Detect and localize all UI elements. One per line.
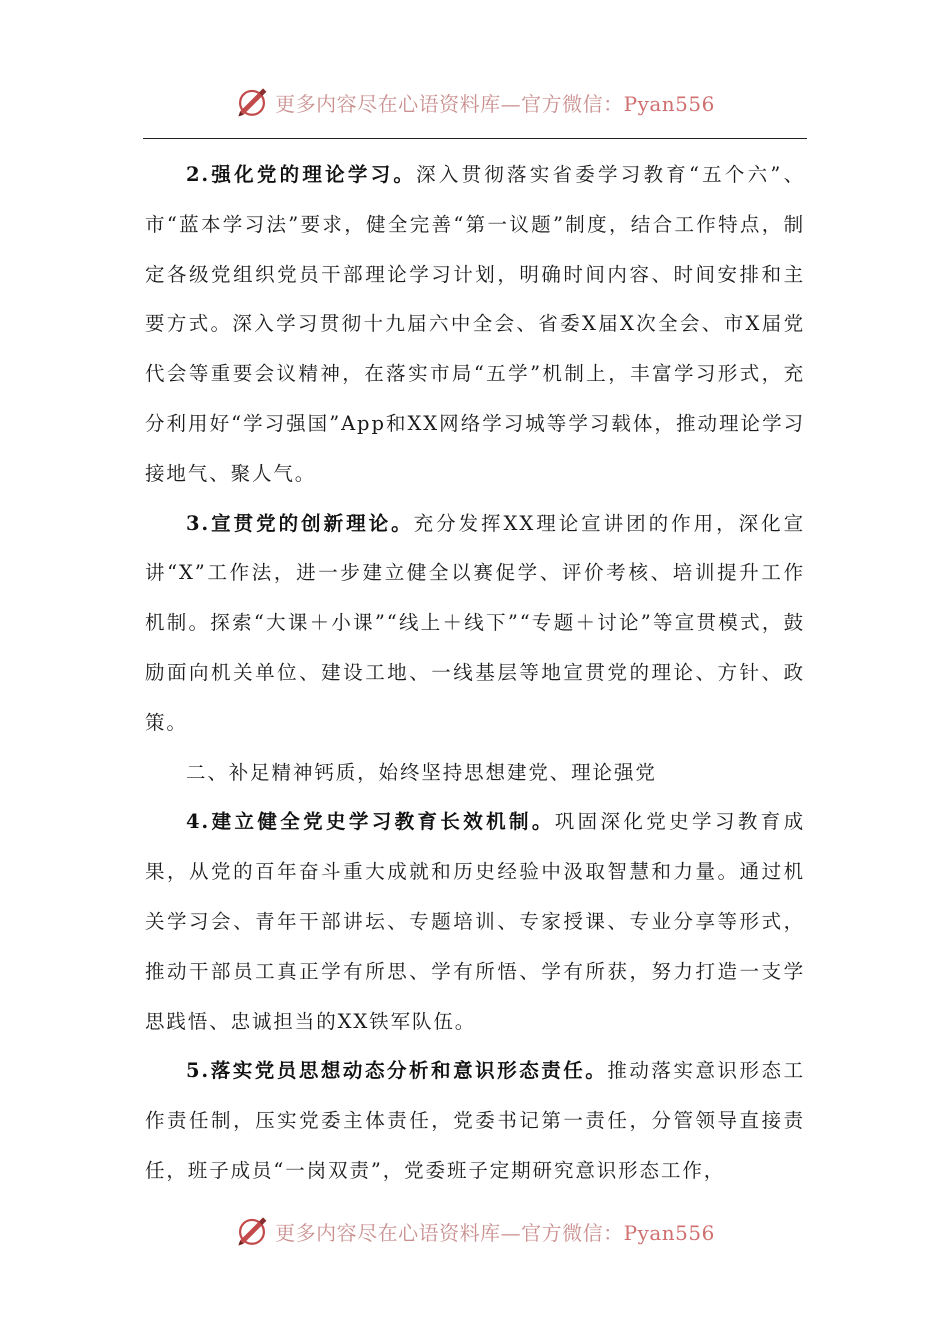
paragraph-3-heading: 3.宣贯党的创新理论。 (185, 511, 414, 535)
footer-banner-inner (235, 1214, 715, 1248)
paragraph-5 (145, 1046, 805, 1195)
banner-text-id: Pyan556 (623, 1220, 715, 1245)
banner-text-suffix: 官方微信： (521, 91, 624, 116)
section-heading-2: 二、补足精神钙质，始终坚持思想建党、理论强党 (185, 760, 657, 784)
banner-text-dash: — (500, 91, 522, 116)
banner-text-main: 更多内容尽在心语资料库 (275, 1220, 501, 1245)
banner-text-main: 更多内容尽在心语资料库 (275, 91, 501, 116)
paragraph-3-body: 充分发挥XX理论宣讲团的作用，深化宣讲“X”工作法，进一步建立健全以赛促学、评价考核、培训提升工作机制。探索“大课＋小课”“线上＋线下”“专题＋讨论”等宣贯模式，鼓励面向机关单位、建设工地、一线基层等地宣贯党的理论、方针、政策。 (145, 511, 805, 734)
paragraph-2 (145, 150, 805, 499)
paragraph-2-body: 深入贯彻落实省委学习教育“五个六”、市“蓝本学习法”要求，健全完善“第一议题”制度，结合工作特点，制定各级党组织党员干部理论学习计划，明确时间内容、时间安排和主要方式。深入学习贯彻十九届六中全会、省委X届X次全会、市X届党代会等重要会议精神，在落实市局“五学”机制上，丰富学习形式，充分利用好“学习强国”App和XX网络学习城等学习载体，推动理论学习接地气、聚人气。 (145, 163, 805, 485)
pen-circle-logo-icon (235, 85, 269, 119)
paragraph-4-body: 巩固深化党史学习教育成果，从党的百年奋斗重大成就和历史经验中汲取智慧和力量。通过机关学习会、青年干部讲坛、专题培训、专家授课、专业分享等形式，推动干部员工真正学有所思、学有所悟、学有所获，努力打造一支学思践悟、忠诚担当的XX铁军队伍。 (145, 810, 805, 1033)
header-banner-inner (235, 85, 715, 119)
paragraph-2-heading: 2.强化党的理论学习。 (185, 163, 417, 186)
paragraph-5-heading: 5.落实党员思想动态分析和意识形态责任。 (185, 1059, 608, 1083)
banner-text-suffix: 官方微信： (521, 1220, 624, 1245)
pen-circle-logo-icon (235, 1214, 269, 1248)
footer-banner (0, 1211, 950, 1251)
paragraph-3 (145, 499, 805, 748)
document-body (145, 150, 805, 1196)
banner-text-id: Pyan556 (623, 91, 715, 116)
paragraph-5-body: 推动落实意识形态工作责任制，压实党委主体责任，党委书记第一责任，分管领导直接责任，班子成员“一岗双责”，党委班子定期研究意识形态工作， (145, 1059, 805, 1182)
paragraph-4-heading: 4.建立健全党史学习教育长效机制。 (185, 810, 555, 834)
banner-text (275, 1217, 715, 1246)
header-divider (143, 138, 807, 139)
paragraph-4 (145, 797, 805, 1046)
banner-text (275, 88, 715, 117)
header-banner (0, 82, 950, 122)
banner-text-dash: — (500, 1220, 522, 1245)
